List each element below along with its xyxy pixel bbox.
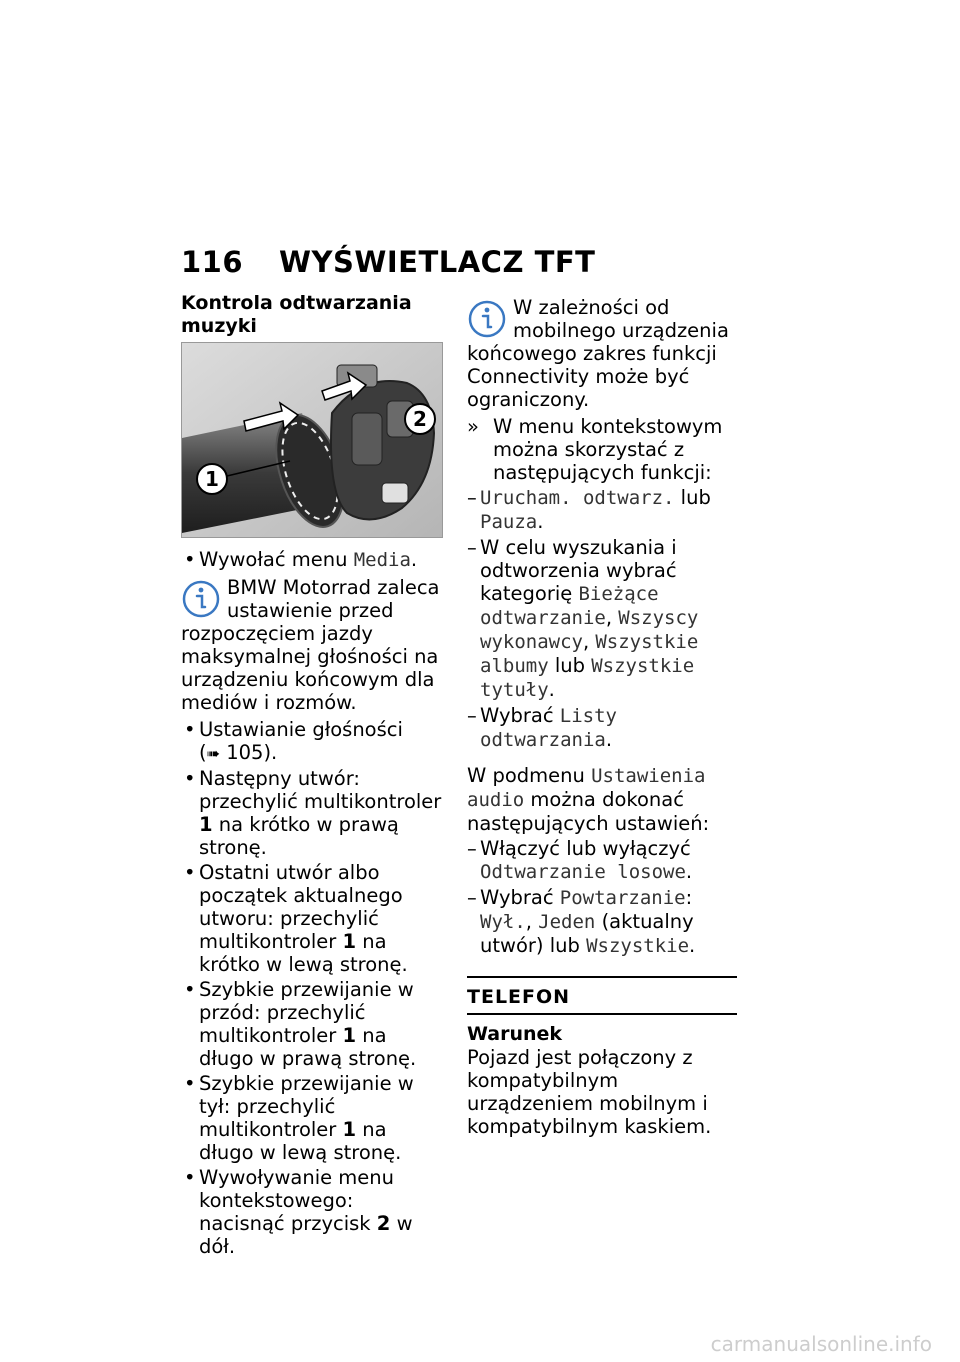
page-header (181, 245, 595, 279)
step-arrow-icon: » (467, 415, 479, 438)
page-ref-arrow-icon: ➠ (206, 744, 221, 763)
list-item: • Ostatni utwór albo początek aktualnego utworu: przechylić multikontroler 1 na krótko w lewą stronę. (184, 861, 408, 976)
section-divider (467, 976, 737, 978)
list-item: • Wywołać menu Media. (184, 548, 418, 571)
section-underline (467, 1013, 737, 1015)
list-item: • Ustawianie głośności (➠ 105). (184, 718, 403, 764)
page-number: 116 (181, 245, 244, 279)
paragraph: W podmenu Ustawienia audio można dokonać następujących ustawień: (467, 764, 710, 835)
watermark: carmanualsonline.info (710, 1332, 932, 1356)
list-item: • Szybkie przewijanie w przód: przechylić multikontroler 1 na długo w prawą stronę. (184, 978, 417, 1070)
section-title-music: Kontrola odtwarzania muzyki (181, 292, 412, 337)
info-icon (467, 299, 507, 339)
list-item: – Wybrać Powtarzanie: Wył., Jeden (aktualny utwór) lub Wszystkie. (467, 886, 696, 957)
section-title-phone: TELEFON (467, 986, 571, 1008)
condition-text: Pojazd jest połączony z kompatybilnym urządzeniem mobilnym i kompatybilnym kaskiem. (467, 1046, 712, 1138)
callout-1: 1 (205, 467, 219, 491)
instruction-step: » W menu kontekstowym można skorzystać z następujących funkcji: (467, 415, 723, 484)
list-item: – Urucham. odtwarz. lub Pauza. (467, 486, 711, 533)
list-item: • Szybkie przewijanie w tył: przechylić multikontroler 1 na długo w lewą stronę. (184, 1072, 414, 1164)
info-note: BMW Motorrad zaleca ustawienie przed rozpoczęciem jazdy maksymalnej głośności na urządzeniu końcowym dla mediów i rozmów. (181, 576, 440, 714)
list-item: • Następny utwór: przechylić multikontroler 1 na krótko w prawą stronę. (184, 767, 442, 859)
left-column (181, 292, 443, 1260)
list-item: – Włączyć lub wyłączyć Odtwarzanie losowe. (467, 837, 693, 883)
handlebar-illustration (181, 342, 443, 538)
info-note: W zależności od mobilnego urządzenia końcowego zakres funkcji Connectivity może być ograniczony. (467, 296, 729, 411)
subheading-condition: Warunek (467, 1023, 563, 1045)
info-icon (181, 579, 221, 619)
list-item: – Wybrać Listy odtwarzania. (467, 704, 617, 751)
callout-2: 2 (413, 407, 427, 431)
list-item: – W celu wyszukania i odtworzenia wybrać kategorię Bieżące odtwarzanie, Wszyscy wykonawcy, Wszystkie albumy lub Wszystkie tytuły. (467, 536, 699, 701)
right-column (467, 292, 739, 1138)
list-item: • Wywoływanie menu kontekstowego: nacisnąć przycisk 2 w dół. (184, 1166, 413, 1258)
handlebar-drawing (182, 343, 442, 537)
chapter-title: WYŚWIETLACZ TFT (279, 245, 596, 279)
